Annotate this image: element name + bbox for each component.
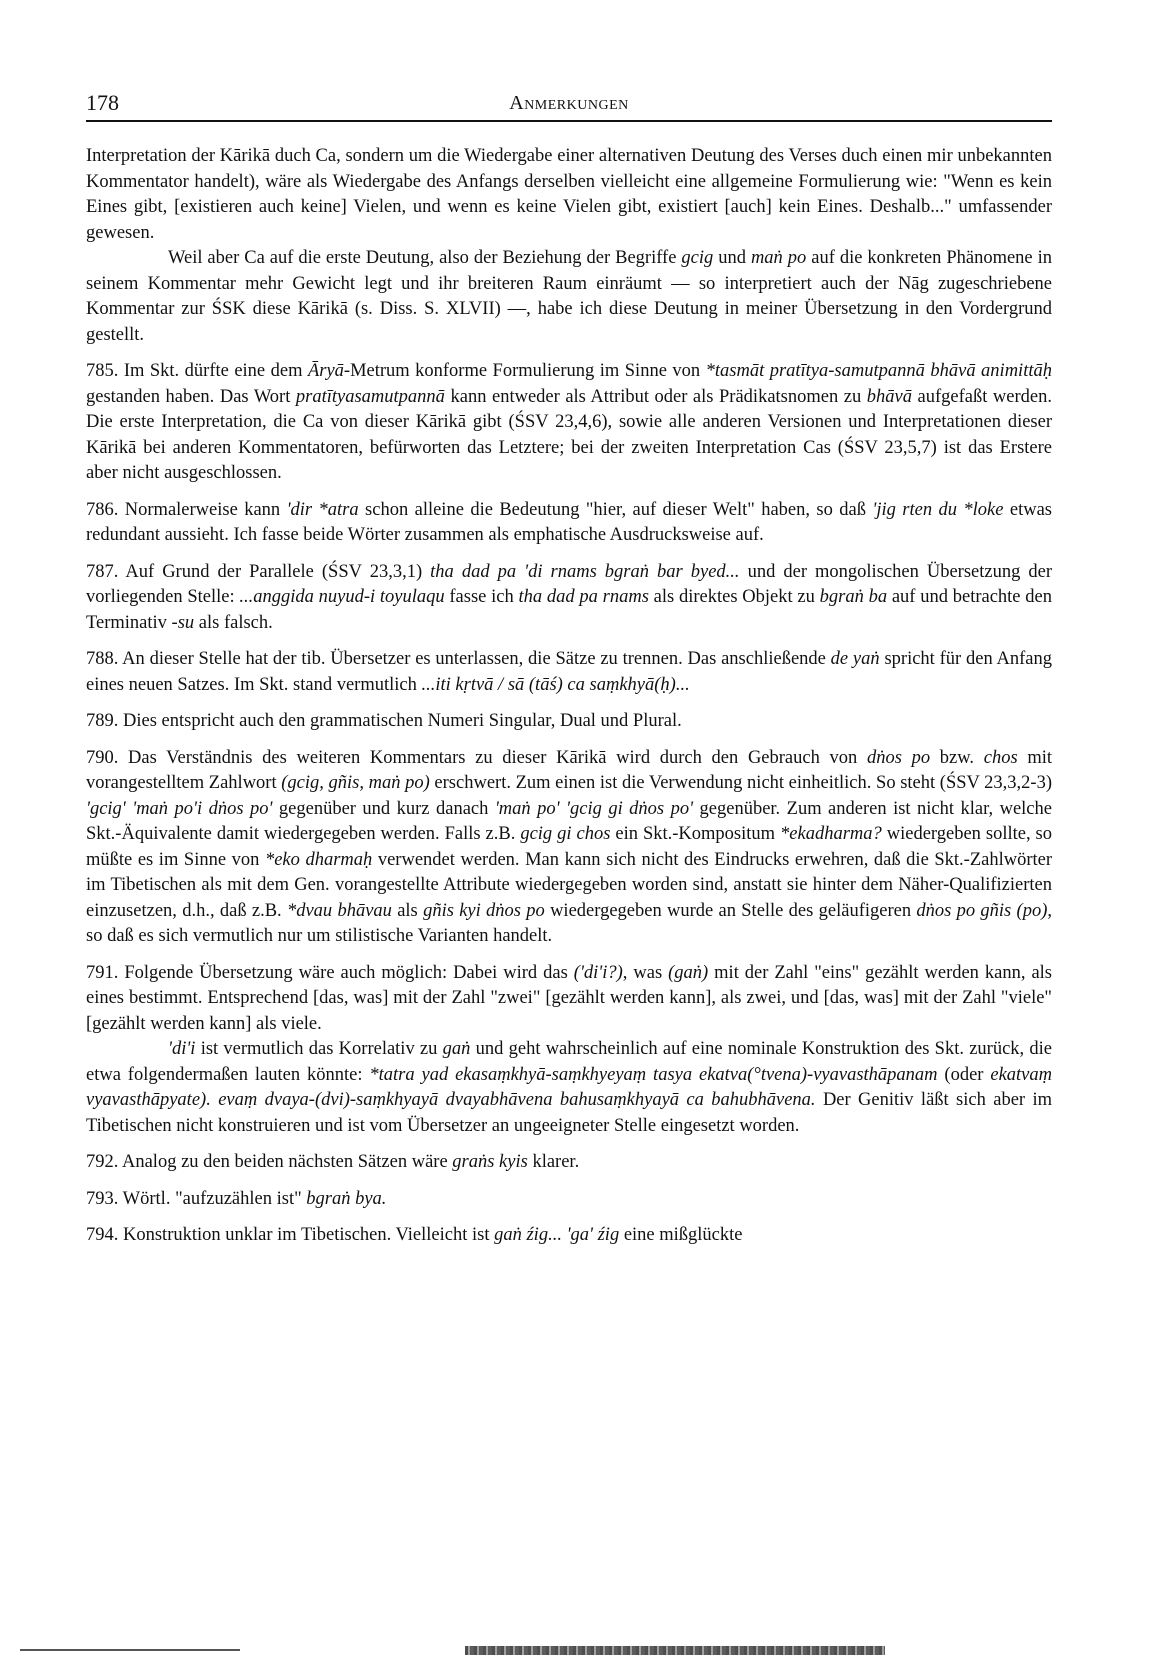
- note-786: 786. Normalerweise kann 'dir *atra schon alleine die Bedeutung "hier, auf dieser Welt" haben, so daß 'jig rten du *loke etwas redundant aussieht. Ich fasse beide Wörter zusammen als emphatische Ausdrucksweise auf.: [86, 499, 1052, 545]
- note-790: 790. Das Verständnis des weiteren Kommentars zu dieser Kārikā wird durch den Gebrauch von dṅos po bzw. chos mit vorangestelltem Zahlwort (gcig, gñis, maṅ po) erschwert. Zum einen ist die Verwendung nicht einheitlich. So steht (ŚSV 23,3,2-3) 'gcig' 'maṅ po'i dṅos po' gegenüber und kurz danach 'maṅ po' 'gcig gi dṅos po' gegenüber. Zum anderen ist nicht klar, welche Skt.-Äquivalente damit wiedergegeben werden. Falls z.B. gcig gi chos ein Skt.-Kompositum *ekadharma? wiedergeben sollte, so müßte es im Sinne von *eko dharmaḥ verwendet werden. Man kann sich nicht des Eindrucks erwehren, daß die Skt.-Zahlwörter im Tibetischen als mit dem Gen. vorangestellte Attribute wiedergegeben worden sind, anstatt sie hinter dem Näher-Qualifizierten einzusetzen, d.h., daß z.B. *dvau bhāvau als gñis kyi dṅos po wiedergegeben wurde an Stelle des geläufigeren dṅos po gñis (po), so daß es sich vermutlich nur um stilistische Varianten handelt.: [86, 747, 1053, 946]
- page-number: 178: [86, 90, 119, 115]
- note-787: 787. Auf Grund der Parallele (ŚSV 23,3,1) tha dad pa 'di rnams bgraṅ bar byed... und der mongolischen Übersetzung der vorliegenden Stelle: ...anggida nuyud-i toyulaqu fasse ich tha dad pa rnams als direktes Objekt zu bgraṅ ba auf und betrachte den Terminativ -su als falsch.: [86, 561, 1053, 633]
- note-792: 792. Analog zu den beiden nächsten Sätzen wäre graṅs kyis klarer.: [86, 1152, 580, 1172]
- note-789: 789. Dies entspricht auch den grammatischen Numeri Singular, Dual und Plural.: [86, 711, 682, 731]
- note-791: 791. Folgende Übersetzung wäre auch möglich: Dabei wird das ('di'i?), was (gaṅ) mit der Zahl "eins" gezählt werden kann, als eines bestimmt. Entsprechend [das, was] mit der Zahl "zwei" [gezählt werden kann], als zwei, und [das, was] mit der Zahl "viele" [gezählt werden kann] als viele.: [86, 962, 1052, 1034]
- paragraph: Weil aber Ca auf die erste Deutung, also der Beziehung der Begriffe gcig und maṅ po auf die konkreten Phänomene in seinem Kommentar mehr Gewicht legt und ihr breiteren Raum einräumt — so interpretiert auch der Nāg zugeschriebene Kommentar zur ŚSK diese Kārikā (s. Diss. S. XLVII) —, habe ich diese Deutung in meiner Übersetzung in den Vordergrund gestellt.: [86, 248, 1052, 345]
- paragraph-continued: Interpretation der Kārikā duch Ca, sondern um die Wiedergabe einer alternativen Deutung des Verses duch einen mir unbekannten Kommentator handelt), wäre als Wiedergabe des Anfangs derselben vielleicht eine allgemeine Formulierung wie: "Wenn es kein Eines gibt, [existieren auch keine] Vielen, und wenn es keine Vielen gibt, existiert [auch] kein Eines. Deshalb..." umfassender gewesen.: [86, 146, 1052, 243]
- note-793: 793. Wörtl. "aufzuzählen ist" bgraṅ bya.: [86, 1188, 387, 1209]
- note-785: 785. Im Skt. dürfte eine dem Āryā-Metrum konforme Formulierung im Sinne von *tasmāt pratītya-samutpannā bhāvā animittāḥ gestanden haben. Das Wort pratītyasamutpannā kann entweder als Attribut oder als Prädikatsnomen zu bhāvā aufgefaßt werden. Die erste Interpretation, die Ca von dieser Kārikā gibt (ŚSV 23,4,6), sowie alle anderen Versionen und Interpretationen dieser Kārikā bei anderen Kommentatoren, befürworten das Letztere; bei der zweiten Interpretation Cas (ŚSV 23,5,7) ist das Erstere aber nicht ausgeschlossen.: [86, 361, 1052, 483]
- note-791-continued: 'di'i ist vermutlich das Korrelativ zu gaṅ und geht wahrscheinlich auf eine nominale Konstruktion des Skt. zurück, die etwa folgendermaßen lauten könnte: *tatra yad ekasaṃkhyā-saṃkhyeyaṃ tasya ekatva(°tvena)-vyavasthāpanam (oder ekatvaṃ vyavasthāpyate). evaṃ dvaya-(dvi)-saṃkhyayā dvayabhāvena bahusaṃkhyayā ca bahubhāvena. Der Genitiv läßt sich aber im Tibetischen nicht konstruieren und ist vom Übersetzer an ungeeigneter Stelle eingesetzt worden.: [86, 1039, 1052, 1136]
- running-title: Anmerkungen: [509, 92, 629, 114]
- page-header: [86, 90, 1052, 122]
- scan-artifact: [20, 1646, 1149, 1656]
- body-text: [86, 144, 1052, 1249]
- note-788: 788. An dieser Stelle hat der tib. Übersetzer es unterlassen, die Sätze zu trennen. Das anschließende de yaṅ spricht für den Anfang eines neuen Satzes. Im Skt. stand vermutlich ...iti kṛtvā / sā (tāś) ca saṃkhyā(ḥ)...: [86, 649, 1052, 695]
- note-794: 794. Konstruktion unklar im Tibetischen. Vielleicht ist gaṅ źig... 'ga' źig eine mißglückte: [86, 1225, 743, 1245]
- page: [86, 90, 1052, 1260]
